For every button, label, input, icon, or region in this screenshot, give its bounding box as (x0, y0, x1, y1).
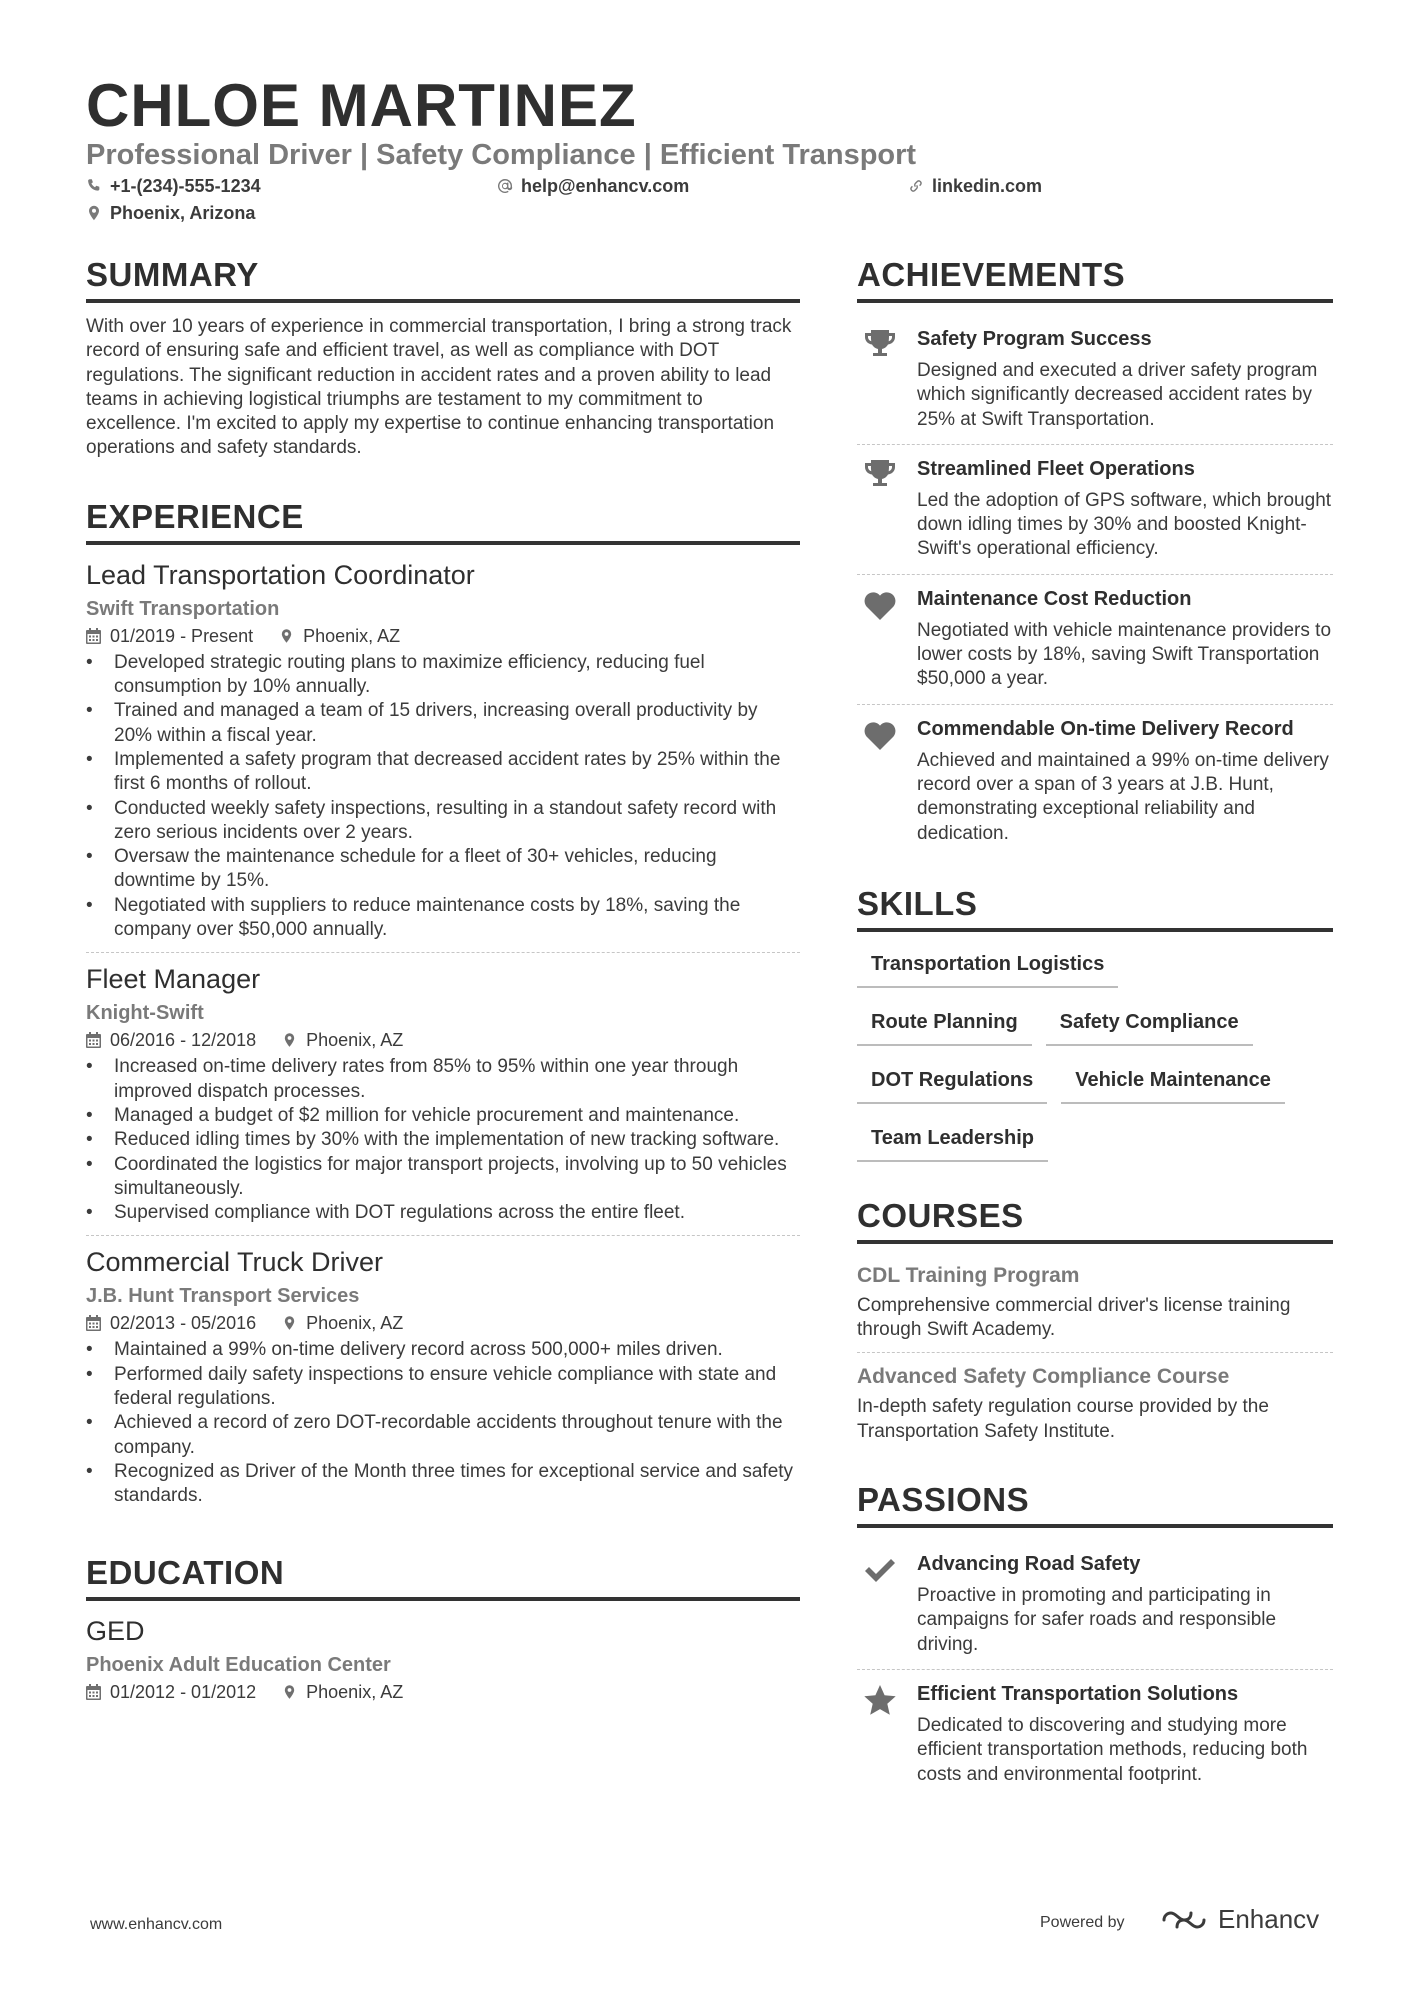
skills-heading: SKILLS (857, 884, 1333, 932)
at-icon (497, 178, 513, 194)
bullet-item: • Reduced idling times by 30% with the implementation of new tracking software. (86, 1128, 800, 1152)
bullet-item: • Oversaw the maintenance schedule for a fleet of 30+ vehicles, reducing downtime by 15%. (86, 845, 800, 894)
skill-tag: Vehicle Maintenance (1061, 1060, 1285, 1104)
skill-tag: Route Planning (857, 1002, 1032, 1046)
achievement-description: Negotiated with vehicle maintenance providers to lower costs by 18%, saving Swift Transportation $50,000 a year. (917, 619, 1332, 690)
bullet-item: • Performed daily safety inspections to ensure vehicle compliance with state and federal regulations. (86, 1363, 800, 1412)
job-location-text: Phoenix, AZ (306, 1030, 404, 1051)
course-description: In-depth safety regulation course provided by the Transportation Safety Institute. (857, 1396, 1269, 1442)
job-bullets (86, 651, 800, 943)
achievement-title: Commendable On-time Delivery Record (917, 717, 1294, 740)
phone-icon (86, 178, 102, 194)
job-title: Lead Transportation Coordinator (86, 559, 475, 590)
course-title: Advanced Safety Compliance Course (857, 1365, 1230, 1389)
bullet-item: • Negotiated with suppliers to reduce maintenance costs by 18%, saving the company over $50,000 annually. (86, 894, 800, 943)
skill-tags (857, 944, 1333, 1176)
education-dates (86, 1679, 256, 1705)
checkmark-icon (862, 1554, 898, 1586)
phone-number[interactable]: +1-(234)-555-1234 (110, 176, 261, 196)
candidate-name: CHLOE MARTINEZ (86, 72, 637, 139)
education-section (86, 1553, 800, 1705)
company-name: Knight-Swift (86, 1002, 204, 1025)
passion-title: Efficient Transportation Solutions (917, 1682, 1239, 1705)
job-dates-text: 01/2019 - Present (110, 625, 254, 646)
job-entry (86, 952, 800, 1235)
education-dates-text: 01/2012 - 01/2012 (110, 1681, 257, 1702)
achievement-item (857, 574, 1333, 704)
course-title: CDL Training Program (857, 1263, 1080, 1287)
company-name: J.B. Hunt Transport Services (86, 1285, 360, 1308)
course-description: Comprehensive commercial driver's license training through Swift Academy. (857, 1294, 1291, 1341)
calendar-icon (86, 1684, 101, 1700)
job-title: Commercial Truck Driver (86, 1247, 384, 1278)
bullet-item: • Recognized as Driver of the Month three times for exceptional service and safety standards. (86, 1460, 800, 1509)
education-meta (86, 1679, 800, 1705)
bullet-item: • Supervised compliance with DOT regulations across the entire fleet. (86, 1201, 800, 1225)
calendar-icon (86, 628, 101, 644)
bullet-item: • Achieved a record of zero DOT-recordable accidents throughout tenure with the company. (86, 1411, 800, 1460)
achievement-item (857, 704, 1333, 858)
job-dates (86, 1310, 256, 1336)
achievement-description: Led the adoption of GPS software, which brought down idling times by 30% and boosted Knight-Swift's operational efficiency. (917, 489, 1332, 560)
passion-item (857, 1540, 1333, 1669)
email-address[interactable]: help@enhancv.com (521, 176, 690, 196)
skill-tag: DOT Regulations (857, 1060, 1047, 1104)
bullet-item: • Developed strategic routing plans to maximize efficiency, reducing fuel consumption by 10% annually. (86, 651, 800, 700)
job-entry (86, 1235, 800, 1518)
course-item (857, 1256, 1333, 1353)
contact-email (497, 175, 689, 197)
skills-section (857, 884, 1333, 1176)
achievement-item (857, 315, 1333, 444)
job-meta (86, 623, 800, 649)
bullet-item: • Conducted weekly safety inspections, resulting in a standout safety record with zero serious incidents over 2 years. (86, 797, 800, 846)
job-dates (86, 623, 253, 649)
location-pin-icon (86, 205, 102, 221)
passion-item (857, 1669, 1333, 1799)
trophy-icon (862, 329, 898, 361)
skill-tag: Transportation Logistics (857, 944, 1118, 988)
job-bullets (86, 1055, 800, 1225)
passions-heading: PASSIONS (857, 1480, 1333, 1528)
school-name: Phoenix Adult Education Center (86, 1653, 391, 1676)
summary-text: With over 10 years of experience in commercial transportation, I bring a strong track record of ensuring safe and efficient travel, as well as compliance with DOT regulations. The significant reduction in accident rates and a proven ability to lead teams in achieving logistical triumphs are testament to my commitment to excellence. I'm excited to apply my expertise to continue enhancing transportation operations and safety standards. (86, 316, 792, 459)
linkedin-link[interactable]: linkedin.com (932, 176, 1043, 196)
experience-heading: EXPERIENCE (86, 497, 800, 545)
heart-icon (862, 589, 898, 621)
contact-linkedin (908, 175, 1042, 197)
passion-title: Advancing Road Safety (917, 1553, 1141, 1576)
summary-heading: SUMMARY (86, 255, 800, 303)
location-pin-icon (282, 1032, 297, 1048)
achievement-title: Safety Program Success (917, 328, 1152, 350)
bullet-item: • Maintained a 99% on-time delivery record across 500,000+ miles driven. (86, 1338, 800, 1362)
bullet-item: • Increased on-time delivery rates from 85% to 95% within one year through improved dispatch processes. (86, 1055, 800, 1104)
courses-section (857, 1196, 1333, 1454)
passion-description: Dedicated to discovering and studying more efficient transportation methods, reducing both costs and environmental footprint. (917, 1714, 1308, 1785)
passion-description: Proactive in promoting and participating in campaigns for safer roads and responsible driving. (917, 1585, 1277, 1655)
degree-title: GED (86, 1615, 145, 1646)
passions-section (857, 1480, 1333, 1799)
experience-section (86, 497, 800, 1519)
contact-location (86, 202, 255, 224)
enhancv-logo-icon (1160, 1908, 1208, 1932)
footer-powered-by: Powered by (1040, 1914, 1125, 1931)
calendar-icon (86, 1032, 101, 1048)
achievement-title: Maintenance Cost Reduction (917, 587, 1192, 610)
job-list (86, 557, 800, 1519)
job-location (279, 623, 400, 649)
education-location-text: Phoenix, AZ (306, 1681, 404, 1702)
job-location (282, 1027, 403, 1053)
company-name: Swift Transportation (86, 597, 280, 620)
location-pin-icon (279, 628, 294, 644)
summary-section (86, 255, 800, 461)
job-dates (86, 1027, 256, 1053)
job-title: Fleet Manager (86, 964, 261, 995)
bullet-item: • Implemented a safety program that decreased accident rates by 25% within the first 6 months of rollout. (86, 748, 800, 797)
achievement-title: Streamlined Fleet Operations (917, 457, 1195, 480)
job-location (282, 1310, 403, 1336)
calendar-icon (86, 1315, 101, 1331)
left-column (86, 255, 800, 1707)
skill-tag: Safety Compliance (1046, 1002, 1253, 1046)
job-bullets (86, 1338, 800, 1508)
achievement-description: Designed and executed a driver safety program which significantly decreased accident rates by 25% at Swift Transportation. (917, 360, 1318, 430)
link-icon (908, 178, 924, 194)
contact-phone (86, 175, 261, 197)
right-column (857, 255, 1333, 1799)
achievements-heading: ACHIEVEMENTS (857, 255, 1333, 303)
star-icon (862, 1684, 898, 1716)
achievement-item (857, 444, 1333, 574)
achievement-description: Achieved and maintained a 99% on-time delivery record over a span of 3 years at J.B. Hunt, demonstrating exceptional reliability and dedication. (917, 749, 1329, 844)
bullet-item: • Managed a budget of $2 million for vehicle procurement and maintenance. (86, 1104, 800, 1128)
location-text: Phoenix, Arizona (110, 203, 256, 223)
candidate-tagline: Professional Driver | Safety Compliance | Efficient Transport (86, 139, 917, 171)
trophy-icon (862, 459, 898, 491)
job-location-text: Phoenix, AZ (306, 1313, 404, 1334)
job-entry (86, 557, 800, 953)
enhancv-logo[interactable] (1160, 1904, 1319, 1935)
education-location (282, 1679, 403, 1705)
job-location-text: Phoenix, AZ (303, 625, 401, 646)
skill-tag: Team Leadership (857, 1118, 1048, 1162)
bullet-item: • Coordinated the logistics for major transport projects, involving up to 50 vehicles simultaneously. (86, 1153, 800, 1202)
location-pin-icon (282, 1315, 297, 1331)
job-dates-text: 06/2016 - 12/2018 (110, 1030, 257, 1051)
enhancv-brand-name: Enhancv (1218, 1904, 1320, 1934)
job-meta (86, 1310, 800, 1336)
bullet-item: • Trained and managed a team of 15 drivers, increasing overall productivity by 20% within a fiscal year. (86, 699, 800, 748)
job-meta (86, 1027, 800, 1053)
heart-icon (862, 719, 898, 751)
achievements-section (857, 255, 1333, 858)
location-pin-icon (282, 1684, 297, 1700)
job-dates-text: 02/2013 - 05/2016 (110, 1313, 257, 1334)
courses-heading: COURSES (857, 1196, 1333, 1244)
course-item (857, 1352, 1333, 1454)
footer-website-link[interactable]: www.enhancv.com (90, 1916, 223, 1933)
education-heading: EDUCATION (86, 1553, 800, 1601)
